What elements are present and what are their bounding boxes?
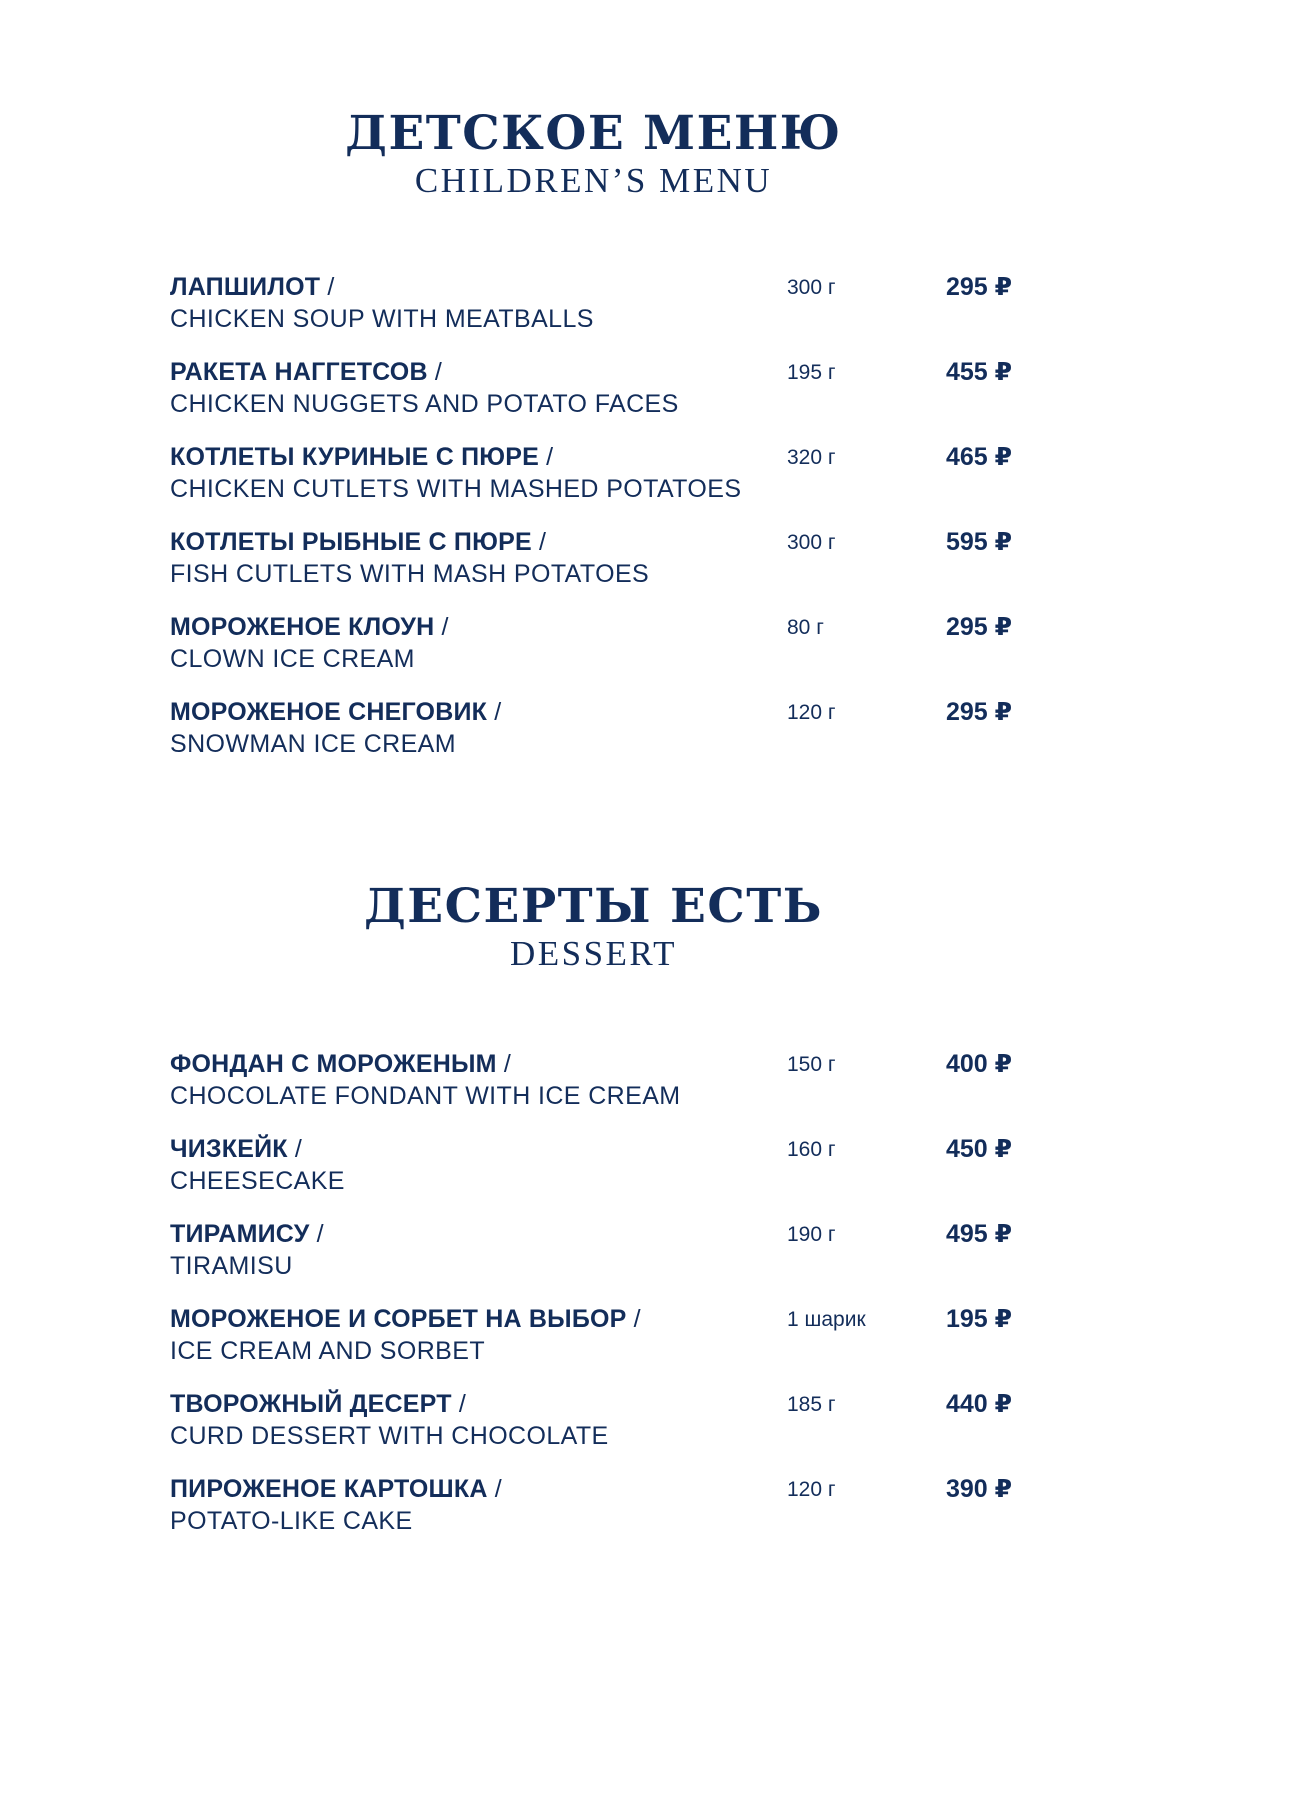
item-weight: 190 г <box>787 1223 836 1246</box>
item-name-ru <box>170 1218 324 1250</box>
item-name-separator: / <box>487 1475 502 1503</box>
item-price: 465 ₽ <box>945 443 1012 471</box>
item-name-separator: / <box>496 1050 511 1078</box>
menu-item <box>170 696 1020 781</box>
item-name-separator: / <box>626 1305 641 1333</box>
item-name-ru-text: ФОНДАН С МОРОЖЕНЫМ <box>170 1050 497 1078</box>
item-name-ru-text: КОТЛЕТЫ РЫБНЫЕ С ПЮРЕ <box>170 528 532 556</box>
children-menu-list <box>170 271 1020 781</box>
item-name-ru-text: КОТЛЕТЫ КУРИНЫЕ С ПЮРЕ <box>170 443 539 471</box>
item-name-separator: / <box>451 1390 466 1418</box>
item-name-separator: / <box>427 358 442 386</box>
item-name-ru-text: ПИРОЖЕНОЕ КАРТОШКА <box>170 1475 488 1503</box>
item-name-ru <box>170 1303 641 1335</box>
menu-item <box>170 1048 1020 1133</box>
item-price: 495 ₽ <box>945 1220 1012 1248</box>
item-name-en: CLOWN ICE CREAM <box>170 645 415 673</box>
menu-item <box>170 526 1020 611</box>
item-name-ru <box>170 271 334 303</box>
item-name-ru-text: ТВОРОЖНЫЙ ДЕСЕРТ <box>170 1390 452 1418</box>
item-name-ru <box>170 696 501 728</box>
item-price: 440 ₽ <box>945 1390 1012 1418</box>
item-weight: 150 г <box>787 1053 836 1076</box>
item-name-ru-text: ЛАПШИЛОТ <box>170 273 321 301</box>
item-name-separator: / <box>320 273 335 301</box>
item-name-en: POTATO-LIKE CAKE <box>170 1507 413 1535</box>
item-name-en: CHOCOLATE FONDANT WITH ICE CREAM <box>170 1082 681 1110</box>
item-price: 390 ₽ <box>945 1475 1012 1503</box>
item-name-ru <box>170 1473 502 1505</box>
item-name-ru-text: МОРОЖЕНОЕ И СОРБЕТ НА ВЫБОР <box>170 1305 627 1333</box>
menu-item <box>170 441 1020 526</box>
item-weight: 1 шарик <box>787 1308 866 1331</box>
section-title-en: DESSERT <box>509 934 678 973</box>
item-name-en: TIRAMISU <box>170 1252 293 1280</box>
item-weight: 160 г <box>787 1138 836 1161</box>
item-name-separator: / <box>539 443 554 471</box>
item-name-ru-text: МОРОЖЕНОЕ КЛОУН <box>170 613 435 641</box>
item-price: 295 ₽ <box>945 273 1012 301</box>
menu-item <box>170 1133 1020 1218</box>
item-weight: 300 г <box>787 276 836 299</box>
item-name-ru <box>170 1048 511 1080</box>
item-price: 195 ₽ <box>945 1305 1012 1333</box>
item-weight: 195 г <box>787 361 836 384</box>
item-name-ru <box>170 1388 466 1420</box>
item-name-separator: / <box>434 613 449 641</box>
item-name-ru <box>170 1133 302 1165</box>
item-name-ru-text: ТИРАМИСУ <box>170 1220 310 1248</box>
menu-item <box>170 1388 1020 1473</box>
item-name-ru-text: МОРОЖЕНОЕ СНЕГОВИК <box>170 698 488 726</box>
item-weight: 185 г <box>787 1393 836 1416</box>
children-menu-heading <box>0 106 1187 201</box>
item-name-en: SNOWMAN ICE CREAM <box>170 730 456 758</box>
item-name-ru <box>170 356 442 388</box>
item-name-ru <box>170 526 546 558</box>
item-name-en: CURD DESSERT WITH CHOCOLATE <box>170 1422 609 1450</box>
item-name-en: ICE CREAM AND SORBET <box>170 1337 485 1365</box>
item-weight: 300 г <box>787 531 836 554</box>
item-name-ru-text: ЧИЗКЕЙК <box>170 1135 288 1163</box>
item-price: 400 ₽ <box>945 1050 1012 1078</box>
item-name-en: CHICKEN NUGGETS AND POTATO FACES <box>170 390 679 418</box>
item-price: 595 ₽ <box>945 528 1012 556</box>
menu-item <box>170 1473 1020 1558</box>
item-name-en: CHEESECAKE <box>170 1167 345 1195</box>
item-name-en: CHICKEN CUTLETS WITH MASHED POTATOES <box>170 475 742 503</box>
item-name-en: CHICKEN SOUP WITH MEATBALLS <box>170 305 594 333</box>
menu-item <box>170 356 1020 441</box>
item-name-ru-text: РАКЕТА НАГГЕТСОВ <box>170 358 428 386</box>
item-name-separator: / <box>309 1220 324 1248</box>
dessert-menu-list <box>170 1048 1020 1558</box>
item-name-separator: / <box>287 1135 303 1163</box>
item-price: 450 ₽ <box>945 1135 1012 1163</box>
item-price: 295 ₽ <box>945 698 1012 726</box>
menu-item <box>170 1218 1020 1303</box>
item-name-ru <box>170 611 449 643</box>
menu-item <box>170 611 1020 696</box>
section-title-en: CHILDREN’S MENU <box>414 161 773 200</box>
item-name-separator: / <box>531 528 547 556</box>
item-weight: 120 г <box>787 701 836 724</box>
section-title-ru: ДЕСЕРТЫ ЕСТЬ <box>364 879 823 934</box>
menu-item <box>170 271 1020 356</box>
item-name-separator: / <box>487 698 502 726</box>
menu-item <box>170 1303 1020 1388</box>
item-weight: 80 г <box>787 616 824 639</box>
item-weight: 320 г <box>787 446 836 469</box>
item-price: 455 ₽ <box>945 358 1012 386</box>
item-name-ru <box>170 441 553 473</box>
item-weight: 120 г <box>787 1478 836 1501</box>
item-price: 295 ₽ <box>945 613 1012 641</box>
section-title-ru: ДЕТСКОЕ МЕНЮ <box>345 106 842 161</box>
item-name-en: FISH CUTLETS WITH MASH POTATOES <box>170 560 650 588</box>
dessert-menu-heading <box>0 879 1187 974</box>
